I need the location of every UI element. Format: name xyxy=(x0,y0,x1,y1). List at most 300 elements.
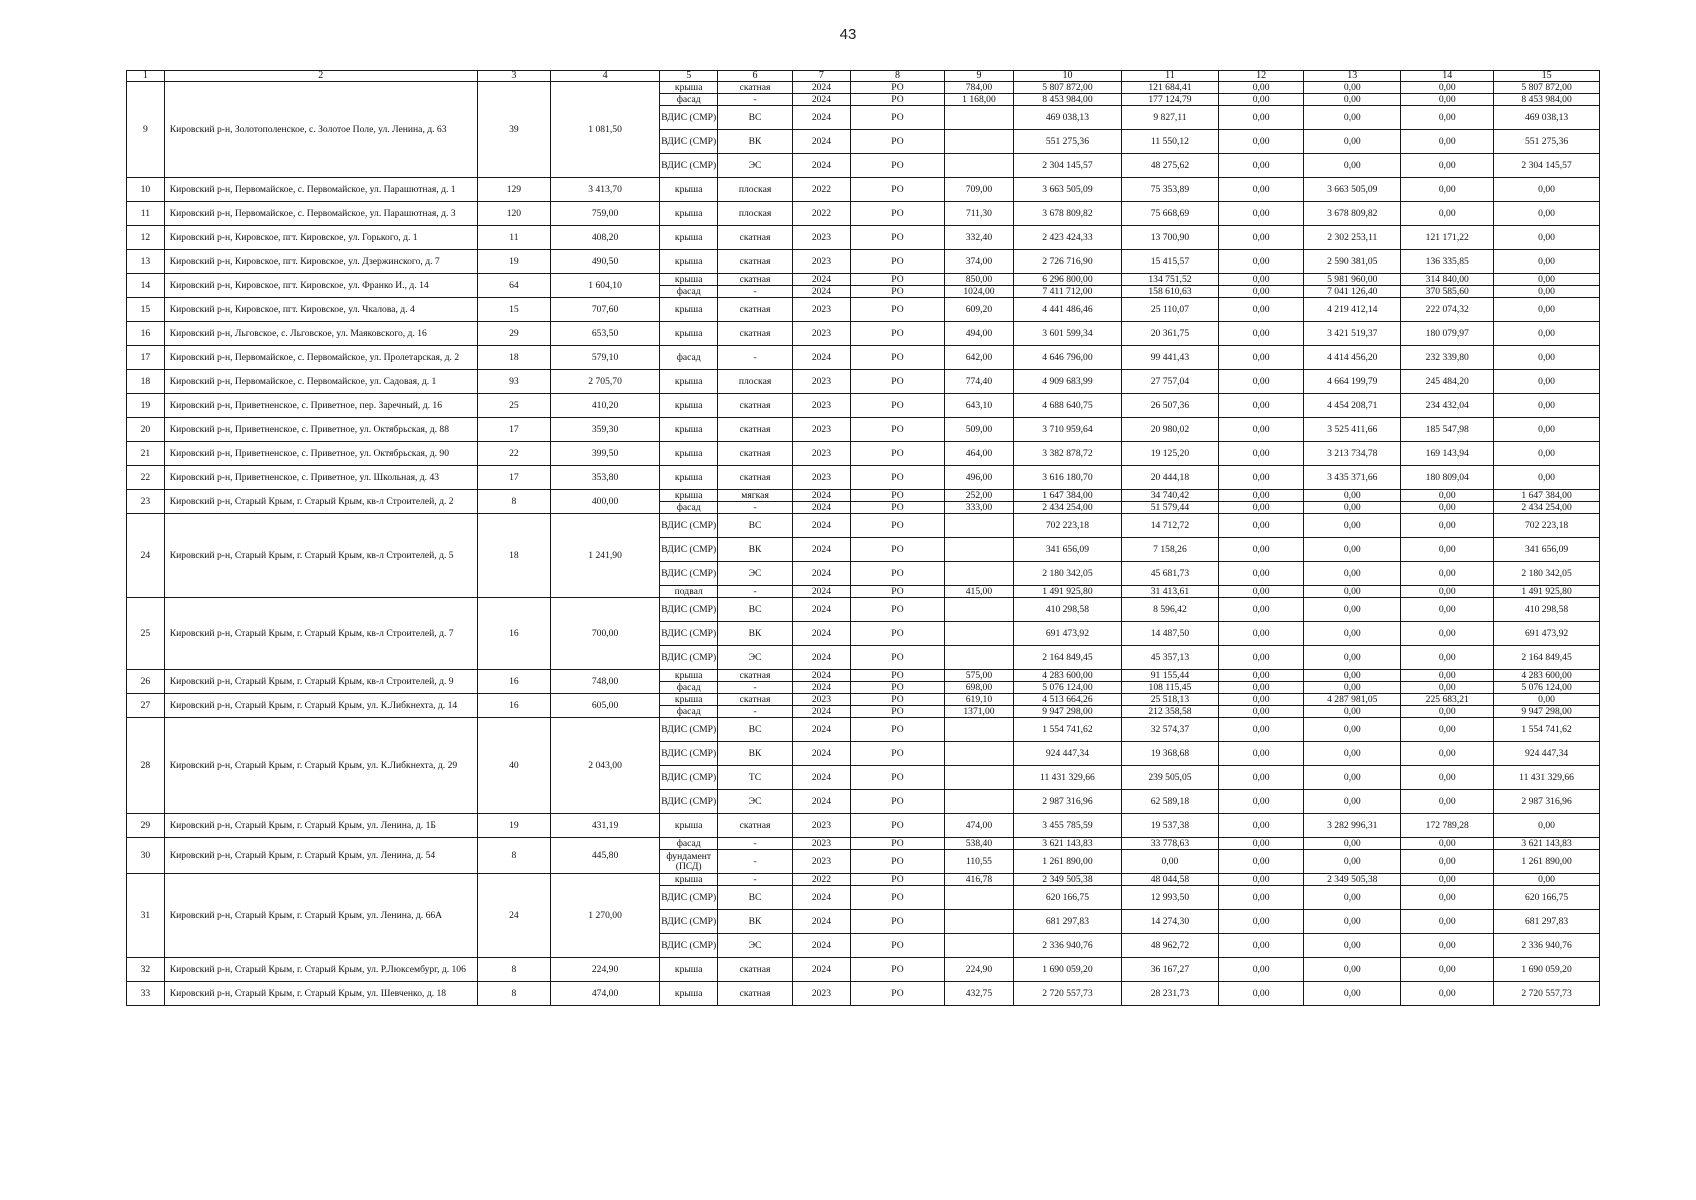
year-cell: 2023 xyxy=(792,298,850,322)
table-row xyxy=(127,298,1600,322)
col12-cell: 0,00 xyxy=(1219,250,1304,274)
volume-cell: 496,00 xyxy=(944,466,1013,490)
total-cost-cell: 3 455 785,59 xyxy=(1013,814,1121,838)
object-address-cell: Кировский р-н, Золотополенское, с. Золотое Поле, ул. Ленина, д. 63 xyxy=(164,82,477,178)
col13-cell: 0,00 xyxy=(1304,94,1401,106)
col12-cell: 0,00 xyxy=(1219,394,1304,418)
col13-cell: 5 981 960,00 xyxy=(1304,274,1401,286)
source-cell: РО xyxy=(851,82,945,94)
year-cell: 2023 xyxy=(792,418,850,442)
col14-cell: 0,00 xyxy=(1401,622,1494,646)
col3-cell: 39 xyxy=(477,82,550,178)
source-cell: РО xyxy=(851,766,945,790)
col4-cell: 353,80 xyxy=(551,466,660,490)
col14-cell: 0,00 xyxy=(1401,718,1494,742)
work-subtype-cell: мягкая xyxy=(718,490,792,502)
col15-cell: 2 434 254,00 xyxy=(1494,502,1600,514)
col13-cell: 2 590 381,05 xyxy=(1304,250,1401,274)
col15-cell: 0,00 xyxy=(1494,322,1600,346)
source-cell: РО xyxy=(851,442,945,466)
table-row xyxy=(127,814,1600,838)
total-cost-cell: 9 947 298,00 xyxy=(1013,706,1121,718)
column-header-10: 10 xyxy=(1013,71,1121,82)
volume-cell: 711,30 xyxy=(944,202,1013,226)
col14-cell: 0,00 xyxy=(1401,910,1494,934)
total-cost-cell: 2 434 254,00 xyxy=(1013,502,1121,514)
table-row xyxy=(127,250,1600,274)
total-cost-cell: 5 807 872,00 xyxy=(1013,82,1121,94)
work-type-cell: крыша xyxy=(660,814,718,838)
col15-cell: 0,00 xyxy=(1494,694,1600,706)
work-subtype-cell: ВК xyxy=(718,538,792,562)
work-subtype-cell: плоская xyxy=(718,202,792,226)
work-type-cell: ВДИС (СМР) xyxy=(660,886,718,910)
col11-cell: 134 751,52 xyxy=(1121,274,1218,286)
volume-cell xyxy=(944,910,1013,934)
work-type-cell: крыша xyxy=(660,322,718,346)
col4-cell: 1 270,00 xyxy=(551,874,660,958)
col12-cell: 0,00 xyxy=(1219,346,1304,370)
total-cost-cell: 11 431 329,66 xyxy=(1013,766,1121,790)
col12-cell: 0,00 xyxy=(1219,418,1304,442)
col4-cell: 410,20 xyxy=(551,394,660,418)
col4-cell: 431,19 xyxy=(551,814,660,838)
col11-cell: 9 827,11 xyxy=(1121,106,1218,130)
col15-cell: 0,00 xyxy=(1494,874,1600,886)
object-number-cell: 17 xyxy=(127,346,165,370)
col15-cell: 1 554 741,62 xyxy=(1494,718,1600,742)
col12-cell: 0,00 xyxy=(1219,94,1304,106)
work-type-cell: крыша xyxy=(660,466,718,490)
object-number-cell: 24 xyxy=(127,514,165,598)
col12-cell: 0,00 xyxy=(1219,814,1304,838)
volume-cell: 784,00 xyxy=(944,82,1013,94)
work-subtype-cell: ТС xyxy=(718,766,792,790)
col12-cell: 0,00 xyxy=(1219,682,1304,694)
col11-cell: 12 993,50 xyxy=(1121,886,1218,910)
year-cell: 2022 xyxy=(792,202,850,226)
total-cost-cell: 3 710 959,64 xyxy=(1013,418,1121,442)
work-subtype-cell: скатная xyxy=(718,418,792,442)
total-cost-cell: 4 283 600,00 xyxy=(1013,670,1121,682)
col14-cell: 0,00 xyxy=(1401,934,1494,958)
col14-cell: 0,00 xyxy=(1401,886,1494,910)
work-type-cell: фасад xyxy=(660,286,718,298)
volume-cell: 110,55 xyxy=(944,850,1013,874)
volume-cell: 474,00 xyxy=(944,814,1013,838)
volume-cell: 1024,00 xyxy=(944,286,1013,298)
column-number-header-row xyxy=(127,71,1600,82)
object-address-cell: Кировский р-н, Кировское, пгт. Кировское, ул. Горького, д. 1 xyxy=(164,226,477,250)
total-cost-cell: 1 554 741,62 xyxy=(1013,718,1121,742)
col4-cell: 1 081,50 xyxy=(551,82,660,178)
year-cell: 2024 xyxy=(792,514,850,538)
col12-cell: 0,00 xyxy=(1219,850,1304,874)
col3-cell: 22 xyxy=(477,442,550,466)
work-type-cell: ВДИС (СМР) xyxy=(660,934,718,958)
table-row xyxy=(127,442,1600,466)
col11-cell: 33 778,63 xyxy=(1121,838,1218,850)
col13-cell: 0,00 xyxy=(1304,586,1401,598)
col13-cell: 0,00 xyxy=(1304,742,1401,766)
col11-cell: 0,00 xyxy=(1121,850,1218,874)
year-cell: 2024 xyxy=(792,790,850,814)
col4-cell: 605,00 xyxy=(551,694,660,718)
col12-cell: 0,00 xyxy=(1219,982,1304,1006)
col15-cell: 1 647 384,00 xyxy=(1494,490,1600,502)
work-subtype-cell: ВК xyxy=(718,910,792,934)
col3-cell: 129 xyxy=(477,178,550,202)
col13-cell: 0,00 xyxy=(1304,838,1401,850)
work-type-cell: крыша xyxy=(660,178,718,202)
table-body xyxy=(127,82,1600,1006)
work-subtype-cell: скатная xyxy=(718,694,792,706)
object-address-cell: Кировский р-н, Кировское, пгт. Кировское, ул. Франко И., д. 14 xyxy=(164,274,477,298)
col14-cell: 0,00 xyxy=(1401,958,1494,982)
total-cost-cell: 1 647 384,00 xyxy=(1013,490,1121,502)
volume-cell: 252,00 xyxy=(944,490,1013,502)
work-type-cell: крыша xyxy=(660,442,718,466)
total-cost-cell: 410 298,58 xyxy=(1013,598,1121,622)
col13-cell: 4 664 199,79 xyxy=(1304,370,1401,394)
col11-cell: 75 668,69 xyxy=(1121,202,1218,226)
table-row xyxy=(127,598,1600,622)
col15-cell: 410 298,58 xyxy=(1494,598,1600,622)
total-cost-cell: 4 513 664,26 xyxy=(1013,694,1121,706)
source-cell: РО xyxy=(851,646,945,670)
total-cost-cell: 6 296 800,00 xyxy=(1013,274,1121,286)
col14-cell: 0,00 xyxy=(1401,874,1494,886)
table-row xyxy=(127,514,1600,538)
col15-cell: 1 261 890,00 xyxy=(1494,850,1600,874)
work-subtype-cell: ВС xyxy=(718,106,792,130)
col11-cell: 212 358,58 xyxy=(1121,706,1218,718)
work-type-cell: подвал xyxy=(660,586,718,598)
col15-cell: 0,00 xyxy=(1494,286,1600,298)
capital-repair-table xyxy=(126,70,1600,1006)
column-header-8: 8 xyxy=(851,71,945,82)
col12-cell: 0,00 xyxy=(1219,838,1304,850)
col15-cell: 0,00 xyxy=(1494,394,1600,418)
col15-cell: 2 987 316,96 xyxy=(1494,790,1600,814)
col12-cell: 0,00 xyxy=(1219,322,1304,346)
year-cell: 2024 xyxy=(792,286,850,298)
source-cell: РО xyxy=(851,670,945,682)
col4-cell: 707,60 xyxy=(551,298,660,322)
col11-cell: 25 518,13 xyxy=(1121,694,1218,706)
table-row xyxy=(127,490,1600,502)
volume-cell: 643,10 xyxy=(944,394,1013,418)
year-cell: 2022 xyxy=(792,874,850,886)
col14-cell: 0,00 xyxy=(1401,850,1494,874)
source-cell: РО xyxy=(851,202,945,226)
work-type-cell: ВДИС (СМР) xyxy=(660,622,718,646)
work-type-cell: ВДИС (СМР) xyxy=(660,106,718,130)
volume-cell xyxy=(944,130,1013,154)
source-cell: РО xyxy=(851,418,945,442)
total-cost-cell: 551 275,36 xyxy=(1013,130,1121,154)
work-subtype-cell: - xyxy=(718,682,792,694)
table-row xyxy=(127,874,1600,886)
col15-cell: 3 621 143,83 xyxy=(1494,838,1600,850)
year-cell: 2024 xyxy=(792,82,850,94)
col4-cell: 445,80 xyxy=(551,838,660,874)
volume-cell: 415,00 xyxy=(944,586,1013,598)
total-cost-cell: 3 382 878,72 xyxy=(1013,442,1121,466)
source-cell: РО xyxy=(851,598,945,622)
work-subtype-cell: - xyxy=(718,286,792,298)
year-cell: 2023 xyxy=(792,850,850,874)
work-subtype-cell: скатная xyxy=(718,394,792,418)
col13-cell: 4 414 456,20 xyxy=(1304,346,1401,370)
col11-cell: 91 155,44 xyxy=(1121,670,1218,682)
work-type-cell: ВДИС (СМР) xyxy=(660,646,718,670)
col14-cell: 0,00 xyxy=(1401,502,1494,514)
table-row xyxy=(127,718,1600,742)
object-address-cell: Кировский р-н, Приветненское, с. Приветное, ул. Школьная, д. 43 xyxy=(164,466,477,490)
col12-cell: 0,00 xyxy=(1219,646,1304,670)
col14-cell: 180 809,04 xyxy=(1401,466,1494,490)
year-cell: 2023 xyxy=(792,226,850,250)
object-number-cell: 26 xyxy=(127,670,165,694)
total-cost-cell: 2 423 424,33 xyxy=(1013,226,1121,250)
col12-cell: 0,00 xyxy=(1219,514,1304,538)
col15-cell: 2 180 342,05 xyxy=(1494,562,1600,586)
col11-cell: 31 413,61 xyxy=(1121,586,1218,598)
col11-cell: 108 115,45 xyxy=(1121,682,1218,694)
work-subtype-cell: ВК xyxy=(718,622,792,646)
object-number-cell: 19 xyxy=(127,394,165,418)
work-type-cell: фасад xyxy=(660,706,718,718)
volume-cell: 464,00 xyxy=(944,442,1013,466)
total-cost-cell: 2 180 342,05 xyxy=(1013,562,1121,586)
object-number-cell: 16 xyxy=(127,322,165,346)
work-subtype-cell: скатная xyxy=(718,250,792,274)
col13-cell: 0,00 xyxy=(1304,514,1401,538)
object-address-cell: Кировский р-н, Первомайское, с. Первомайское, ул. Парашютная, д. 3 xyxy=(164,202,477,226)
object-address-cell: Кировский р-н, Кировское, пгт. Кировское, ул. Дзержинского, д. 7 xyxy=(164,250,477,274)
work-type-cell: ВДИС (СМР) xyxy=(660,130,718,154)
col14-cell: 225 683,21 xyxy=(1401,694,1494,706)
col13-cell: 7 041 126,40 xyxy=(1304,286,1401,298)
col13-cell: 0,00 xyxy=(1304,106,1401,130)
col11-cell: 177 124,79 xyxy=(1121,94,1218,106)
col11-cell: 19 125,20 xyxy=(1121,442,1218,466)
col3-cell: 16 xyxy=(477,670,550,694)
col12-cell: 0,00 xyxy=(1219,370,1304,394)
work-subtype-cell: скатная xyxy=(718,442,792,466)
col15-cell: 0,00 xyxy=(1494,442,1600,466)
col13-cell: 3 663 505,09 xyxy=(1304,178,1401,202)
source-cell: РО xyxy=(851,622,945,646)
col12-cell: 0,00 xyxy=(1219,766,1304,790)
column-header-13: 13 xyxy=(1304,71,1401,82)
source-cell: РО xyxy=(851,850,945,874)
year-cell: 2023 xyxy=(792,394,850,418)
object-address-cell: Кировский р-н, Приветненское, с. Приветное, пер. Заречный, д. 16 xyxy=(164,394,477,418)
volume-cell xyxy=(944,538,1013,562)
col15-cell: 0,00 xyxy=(1494,202,1600,226)
col15-cell: 0,00 xyxy=(1494,250,1600,274)
work-type-cell: крыша xyxy=(660,202,718,226)
work-subtype-cell: - xyxy=(718,586,792,598)
col3-cell: 8 xyxy=(477,958,550,982)
object-address-cell: Кировский р-н, Приветненское, с. Приветное, ул. Октябрьская, д. 90 xyxy=(164,442,477,466)
source-cell: РО xyxy=(851,370,945,394)
col11-cell: 99 441,43 xyxy=(1121,346,1218,370)
col12-cell: 0,00 xyxy=(1219,82,1304,94)
col11-cell: 45 357,13 xyxy=(1121,646,1218,670)
col14-cell: 232 339,80 xyxy=(1401,346,1494,370)
volume-cell xyxy=(944,154,1013,178)
col15-cell: 2 336 940,76 xyxy=(1494,934,1600,958)
work-subtype-cell: ЭС xyxy=(718,790,792,814)
col14-cell: 234 432,04 xyxy=(1401,394,1494,418)
work-subtype-cell: ЭС xyxy=(718,562,792,586)
col12-cell: 0,00 xyxy=(1219,226,1304,250)
object-address-cell: Кировский р-н, Старый Крым, г. Старый Крым, ул. К.Либкнехта, д. 14 xyxy=(164,694,477,718)
col11-cell: 62 589,18 xyxy=(1121,790,1218,814)
volume-cell: 609,20 xyxy=(944,298,1013,322)
col14-cell: 185 547,98 xyxy=(1401,418,1494,442)
col4-cell: 759,00 xyxy=(551,202,660,226)
col14-cell: 0,00 xyxy=(1401,82,1494,94)
col11-cell: 20 444,18 xyxy=(1121,466,1218,490)
col13-cell: 0,00 xyxy=(1304,154,1401,178)
col12-cell: 0,00 xyxy=(1219,286,1304,298)
col15-cell: 341 656,09 xyxy=(1494,538,1600,562)
work-subtype-cell: ВК xyxy=(718,742,792,766)
col11-cell: 158 610,63 xyxy=(1121,286,1218,298)
volume-cell: 642,00 xyxy=(944,346,1013,370)
volume-cell xyxy=(944,598,1013,622)
source-cell: РО xyxy=(851,538,945,562)
object-address-cell: Кировский р-н, Старый Крым, г. Старый Крым, кв-л Строителей, д. 2 xyxy=(164,490,477,514)
col15-cell: 0,00 xyxy=(1494,370,1600,394)
year-cell: 2024 xyxy=(792,490,850,502)
col3-cell: 64 xyxy=(477,274,550,298)
work-type-cell: крыша xyxy=(660,670,718,682)
volume-cell: 332,40 xyxy=(944,226,1013,250)
column-header-1: 1 xyxy=(127,71,165,82)
source-cell: РО xyxy=(851,910,945,934)
work-subtype-cell: ВС xyxy=(718,514,792,538)
col11-cell: 7 158,26 xyxy=(1121,538,1218,562)
work-type-cell: ВДИС (СМР) xyxy=(660,742,718,766)
source-cell: РО xyxy=(851,286,945,298)
work-type-cell: ВДИС (СМР) xyxy=(660,154,718,178)
col13-cell: 0,00 xyxy=(1304,130,1401,154)
object-number-cell: 11 xyxy=(127,202,165,226)
col3-cell: 17 xyxy=(477,466,550,490)
work-type-cell: крыша xyxy=(660,250,718,274)
table-row xyxy=(127,202,1600,226)
col13-cell: 0,00 xyxy=(1304,682,1401,694)
work-type-cell: крыша xyxy=(660,694,718,706)
work-type-cell: ВДИС (СМР) xyxy=(660,598,718,622)
col15-cell: 0,00 xyxy=(1494,274,1600,286)
year-cell: 2023 xyxy=(792,838,850,850)
work-type-cell: крыша xyxy=(660,874,718,886)
total-cost-cell: 691 473,92 xyxy=(1013,622,1121,646)
col4-cell: 359,30 xyxy=(551,418,660,442)
col3-cell: 8 xyxy=(477,490,550,514)
col14-cell: 245 484,20 xyxy=(1401,370,1494,394)
volume-cell: 494,00 xyxy=(944,322,1013,346)
col12-cell: 0,00 xyxy=(1219,742,1304,766)
col11-cell: 19 537,38 xyxy=(1121,814,1218,838)
col11-cell: 45 681,73 xyxy=(1121,562,1218,586)
col12-cell: 0,00 xyxy=(1219,934,1304,958)
col13-cell: 0,00 xyxy=(1304,706,1401,718)
column-header-14: 14 xyxy=(1401,71,1494,82)
col13-cell: 3 525 411,66 xyxy=(1304,418,1401,442)
col3-cell: 8 xyxy=(477,838,550,874)
year-cell: 2023 xyxy=(792,814,850,838)
year-cell: 2024 xyxy=(792,346,850,370)
col13-cell: 0,00 xyxy=(1304,718,1401,742)
col11-cell: 26 507,36 xyxy=(1121,394,1218,418)
object-address-cell: Кировский р-н, Старый Крым, г. Старый Крым, ул. К.Либкнехта, д. 29 xyxy=(164,718,477,814)
work-subtype-cell: скатная xyxy=(718,814,792,838)
work-subtype-cell: - xyxy=(718,502,792,514)
column-header-2: 2 xyxy=(164,71,477,82)
total-cost-cell: 3 663 505,09 xyxy=(1013,178,1121,202)
col14-cell: 0,00 xyxy=(1401,670,1494,682)
col14-cell: 0,00 xyxy=(1401,598,1494,622)
col13-cell: 0,00 xyxy=(1304,490,1401,502)
col13-cell: 0,00 xyxy=(1304,958,1401,982)
col14-cell: 0,00 xyxy=(1401,94,1494,106)
object-number-cell: 13 xyxy=(127,250,165,274)
object-address-cell: Кировский р-н, Льговское, с. Льговское, ул. Маяковского, д. 16 xyxy=(164,322,477,346)
source-cell: РО xyxy=(851,322,945,346)
col12-cell: 0,00 xyxy=(1219,718,1304,742)
col11-cell: 15 415,57 xyxy=(1121,250,1218,274)
source-cell: РО xyxy=(851,706,945,718)
work-type-cell: фасад xyxy=(660,682,718,694)
object-address-cell: Кировский р-н, Старый Крым, г. Старый Крым, ул. Ленина, д. 66А xyxy=(164,874,477,958)
col15-cell: 0,00 xyxy=(1494,346,1600,370)
col11-cell: 48 962,72 xyxy=(1121,934,1218,958)
object-number-cell: 25 xyxy=(127,598,165,670)
source-cell: РО xyxy=(851,466,945,490)
col13-cell: 0,00 xyxy=(1304,622,1401,646)
col14-cell: 0,00 xyxy=(1401,682,1494,694)
col11-cell: 20 980,02 xyxy=(1121,418,1218,442)
source-cell: РО xyxy=(851,106,945,130)
table-row xyxy=(127,178,1600,202)
col14-cell: 136 335,85 xyxy=(1401,250,1494,274)
col14-cell: 0,00 xyxy=(1401,154,1494,178)
total-cost-cell: 8 453 984,00 xyxy=(1013,94,1121,106)
col14-cell: 0,00 xyxy=(1401,130,1494,154)
year-cell: 2023 xyxy=(792,370,850,394)
col15-cell: 8 453 984,00 xyxy=(1494,94,1600,106)
work-subtype-cell: скатная xyxy=(718,670,792,682)
col12-cell: 0,00 xyxy=(1219,562,1304,586)
col11-cell: 14 487,50 xyxy=(1121,622,1218,646)
col13-cell: 0,00 xyxy=(1304,790,1401,814)
table-row xyxy=(127,418,1600,442)
col11-cell: 28 231,73 xyxy=(1121,982,1218,1006)
column-header-9: 9 xyxy=(944,71,1013,82)
volume-cell xyxy=(944,562,1013,586)
col4-cell: 653,50 xyxy=(551,322,660,346)
total-cost-cell: 3 621 143,83 xyxy=(1013,838,1121,850)
col14-cell: 0,00 xyxy=(1401,982,1494,1006)
table-row xyxy=(127,466,1600,490)
